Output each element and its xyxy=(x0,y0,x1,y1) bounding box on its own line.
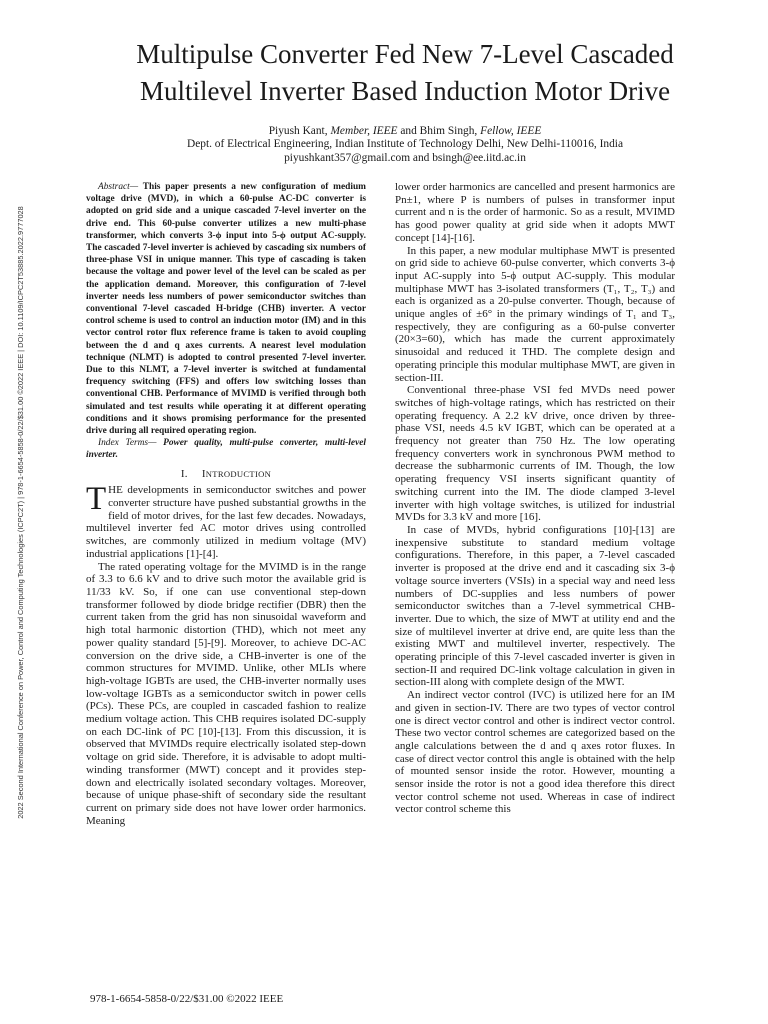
paragraph: Conventional three-phase VSI fed MVDs need power switches of high-voltage ratings, which has restricted on their operating frequency. A 2.2 kV drive, once driven by three-phase VSI, needs 4.5 kV IGBT, which can be operated at a frequency not greater than 750 Hz. The low operating frequency converters work in synchronous PWM method to decrease the subharmonic currents of IM. Though, the low operating frequency VSI inserts significant quantity of switching current into the IM. The diode clamped 3-level inverter with high voltage switches, is utilized for industrial MVDs for 3.3 kV and more [16]. xyxy=(395,384,675,524)
left-column xyxy=(86,181,366,827)
index-terms-text: Power quality, multi-pulse converter, multi-level inverter. xyxy=(86,438,366,461)
section-number: I. xyxy=(180,467,188,480)
paragraph: An indirect vector control (IVC) is utilized here for an IM and given in section-IV. There are two types of vector control one is direct vector control and other is indirect vector control. These two vector control schemes are categorized based on the angle calculations between the d and q axes rotor fluxes. In case of direct vector control this angle is obtained with the help of mounted sensor inside the rotor. However, mounting a sensor inside the rotor is not a good idea therefore this direct vector control scheme not used. Whereas in case of indirect vector control scheme this xyxy=(395,689,675,816)
author-emails: piyushkant357@gmail.com and bsingh@ee.iitd.ac.in xyxy=(284,151,526,164)
paragraph: In this paper, a new modular multiphase MWT is presented on grid side to achieve 60-pulse converter, which converts 3-ϕ input AC-supply into 5-ϕ output AC-supply. This modular multiphase MWT has 3-isolated transformers (T₁, T₂, T₃) and each is organized as a 20-pulse converter. Though, because of unique angles of ±6° in the primary windings of T₁ and T₃, respectively, they are configuring as a 60-pulse converter (20×3=60), which has made the current approximately sinusoidal and reduced it THD. The complete design and operating principle this modular multiphase MWT, are given in section-III. xyxy=(395,244,675,384)
title-line-2: Multilevel Inverter Based Induction Motor Drive xyxy=(139,76,671,106)
abstract-label: Abstract— xyxy=(98,182,139,192)
paragraph xyxy=(86,481,366,560)
author-2-role: Fellow, IEEE xyxy=(480,125,542,137)
abstract-text: This paper presents a new configuration of medium voltage drive (MVD), in which a 60-pulse AC-DC converter is adopted on grid side and a unique cascaded 7-level inverter on the drive end. This 60-pulse converter utilizes a new multi-phase transformer, which converts 3-ϕ input into 5-ϕ output AC-supply. The cascaded 7-level inverter is achieved by cascading six numbers of three-phase VSI in unique manner. This type of cascading is taken because the voltage and power level of the level can be scaled as per the application demand. Moreover, this configuration of 7-level inverter needs less numbers of power semiconductor switches than conventional 7-level cascaded H-bridge (CHB) inverter. A vector control scheme is used to control an induction motor (IM) and in this vector control rotor flux reference frame is taken to avoid coupling between the d and q axes currents. A nearest level modulation technique (NLMT) is adopted to control presented 7-level inverter. Due to this NLMT, a 7-level inverter is switched at fundamental frequency switching (FFS) and offers low switching losses than conventional CHB. Performance of MVIMD is verified through both simulated and test results while operating it at different operating conditions and it shows promising performance for the presented drive during all required operating region. xyxy=(86,182,366,437)
index-terms-label: Index Terms— xyxy=(98,438,157,449)
paragraph: The rated operating voltage for the MVIMD is in the range of 3.3 to 6.6 kV and to drive such motor the available grid is 11/33 kV. So, if one can use conventional step-down transformer followed by diode bridge rectifier (DBR) then the current taken from the grid has non sinusoidal waveform and high total harmonic distortion (THD), which not meet any power quality standard [5]-[9]. Moreover, to achieve DC-AC conversion on the drive side, a CHB-inverter is one of the common structures for MVIMD. Unlike, other MLIs where high-voltage IGBTs are used, the CHB-inverter normally uses low-voltage IGBTs as a semiconductor switch in power cells (PCs). These PCs, are coupled in cascaded fashion to realize medium voltage action. This CHB requires isolated DC-supply on each DC-link of PC [10]-[13]. From this discussion, it is observed that MVIMDs require electrically isolated step-down voltage on grid side. Therefore, it is advisable to adopt multi-winding transformer (MWT) concept and it provides step-down and electrically isolated secondary voltages. Moreover, because of unique phase-shift of secondary side the resultant current on primary side does not have lower order harmonics. Meaning xyxy=(86,560,366,827)
abstract xyxy=(86,181,366,437)
author-1: Piyush Kant, xyxy=(268,125,328,137)
paper-title xyxy=(60,36,750,110)
page-footer: 978-1-6654-5858-0/22/$31.00 ©2022 IEEE xyxy=(90,993,284,1005)
index-terms xyxy=(86,437,366,461)
paragraph-text: HE developments in semiconductor switches and power converter structure have pushed substantial growths in the field of motor drives, for the last few decades. Nowadays, multilevel inverter fed AC motor drives using controlled switches, are commonly utilized in medium voltage (MV) industrial applications [1]-[4]. xyxy=(86,484,366,560)
author-line xyxy=(60,125,750,138)
paragraph: In case of MVDs, hybrid configurations [10]-[13] are inexpensive substitute to standard medium voltage configurations. Therefore, in this paper, a 7-level cascaded inverter is proposed at the drive end and it cascading six 3-ϕ voltage source inverters (VSIs) in a special way and need less numbers of DC-supplies and less numbers of power semiconductor switches than a 7-level symmetrical CHB-inverter. Due to which, the size of MWT at utility end and the size of multilevel inverter at drive end, are quite less than the existing MWT and multilevel inverter, respectively. The operating principle of this 7-level cascaded inverter is given in section-II and required DC-link voltage calculation in given in section-III along with complete design of the MWT. xyxy=(395,523,675,689)
section-first-letter: I xyxy=(201,467,206,480)
affiliation: Dept. of Electrical Engineering, Indian Institute of Technology Delhi, New Delhi-110016, India xyxy=(186,138,624,151)
right-column xyxy=(395,181,675,816)
side-note-text: 2022 Second International Conference on Power, Control and Computing Technologies (ICPC2T) | 978-1-6654-5858-0/22/$31.00 ©2022 IEEE | DOI: 10.1109/ICPC2T53885.2022.9777028 xyxy=(15,205,25,819)
section-heading-introduction xyxy=(86,468,366,481)
author-block xyxy=(60,125,750,165)
drop-cap: T xyxy=(86,481,107,518)
author-1-role: Member, IEEE xyxy=(330,125,398,137)
conference-side-note xyxy=(12,0,28,1024)
section-rest: NTRODUCTION xyxy=(205,468,272,479)
title-line-1: Multipulse Converter Fed New 7-Level Cascaded xyxy=(136,39,674,69)
paragraph: lower order harmonics are cancelled and present harmonics are Pn±1, where P is numbers of pulses in transformer input current and n is the order of harmonic. So as a result, MVIMD has good power quality at grid side when it adopts MWT concept [14]-[16]. xyxy=(395,181,675,244)
author-2: and Bhim Singh, xyxy=(400,125,478,137)
